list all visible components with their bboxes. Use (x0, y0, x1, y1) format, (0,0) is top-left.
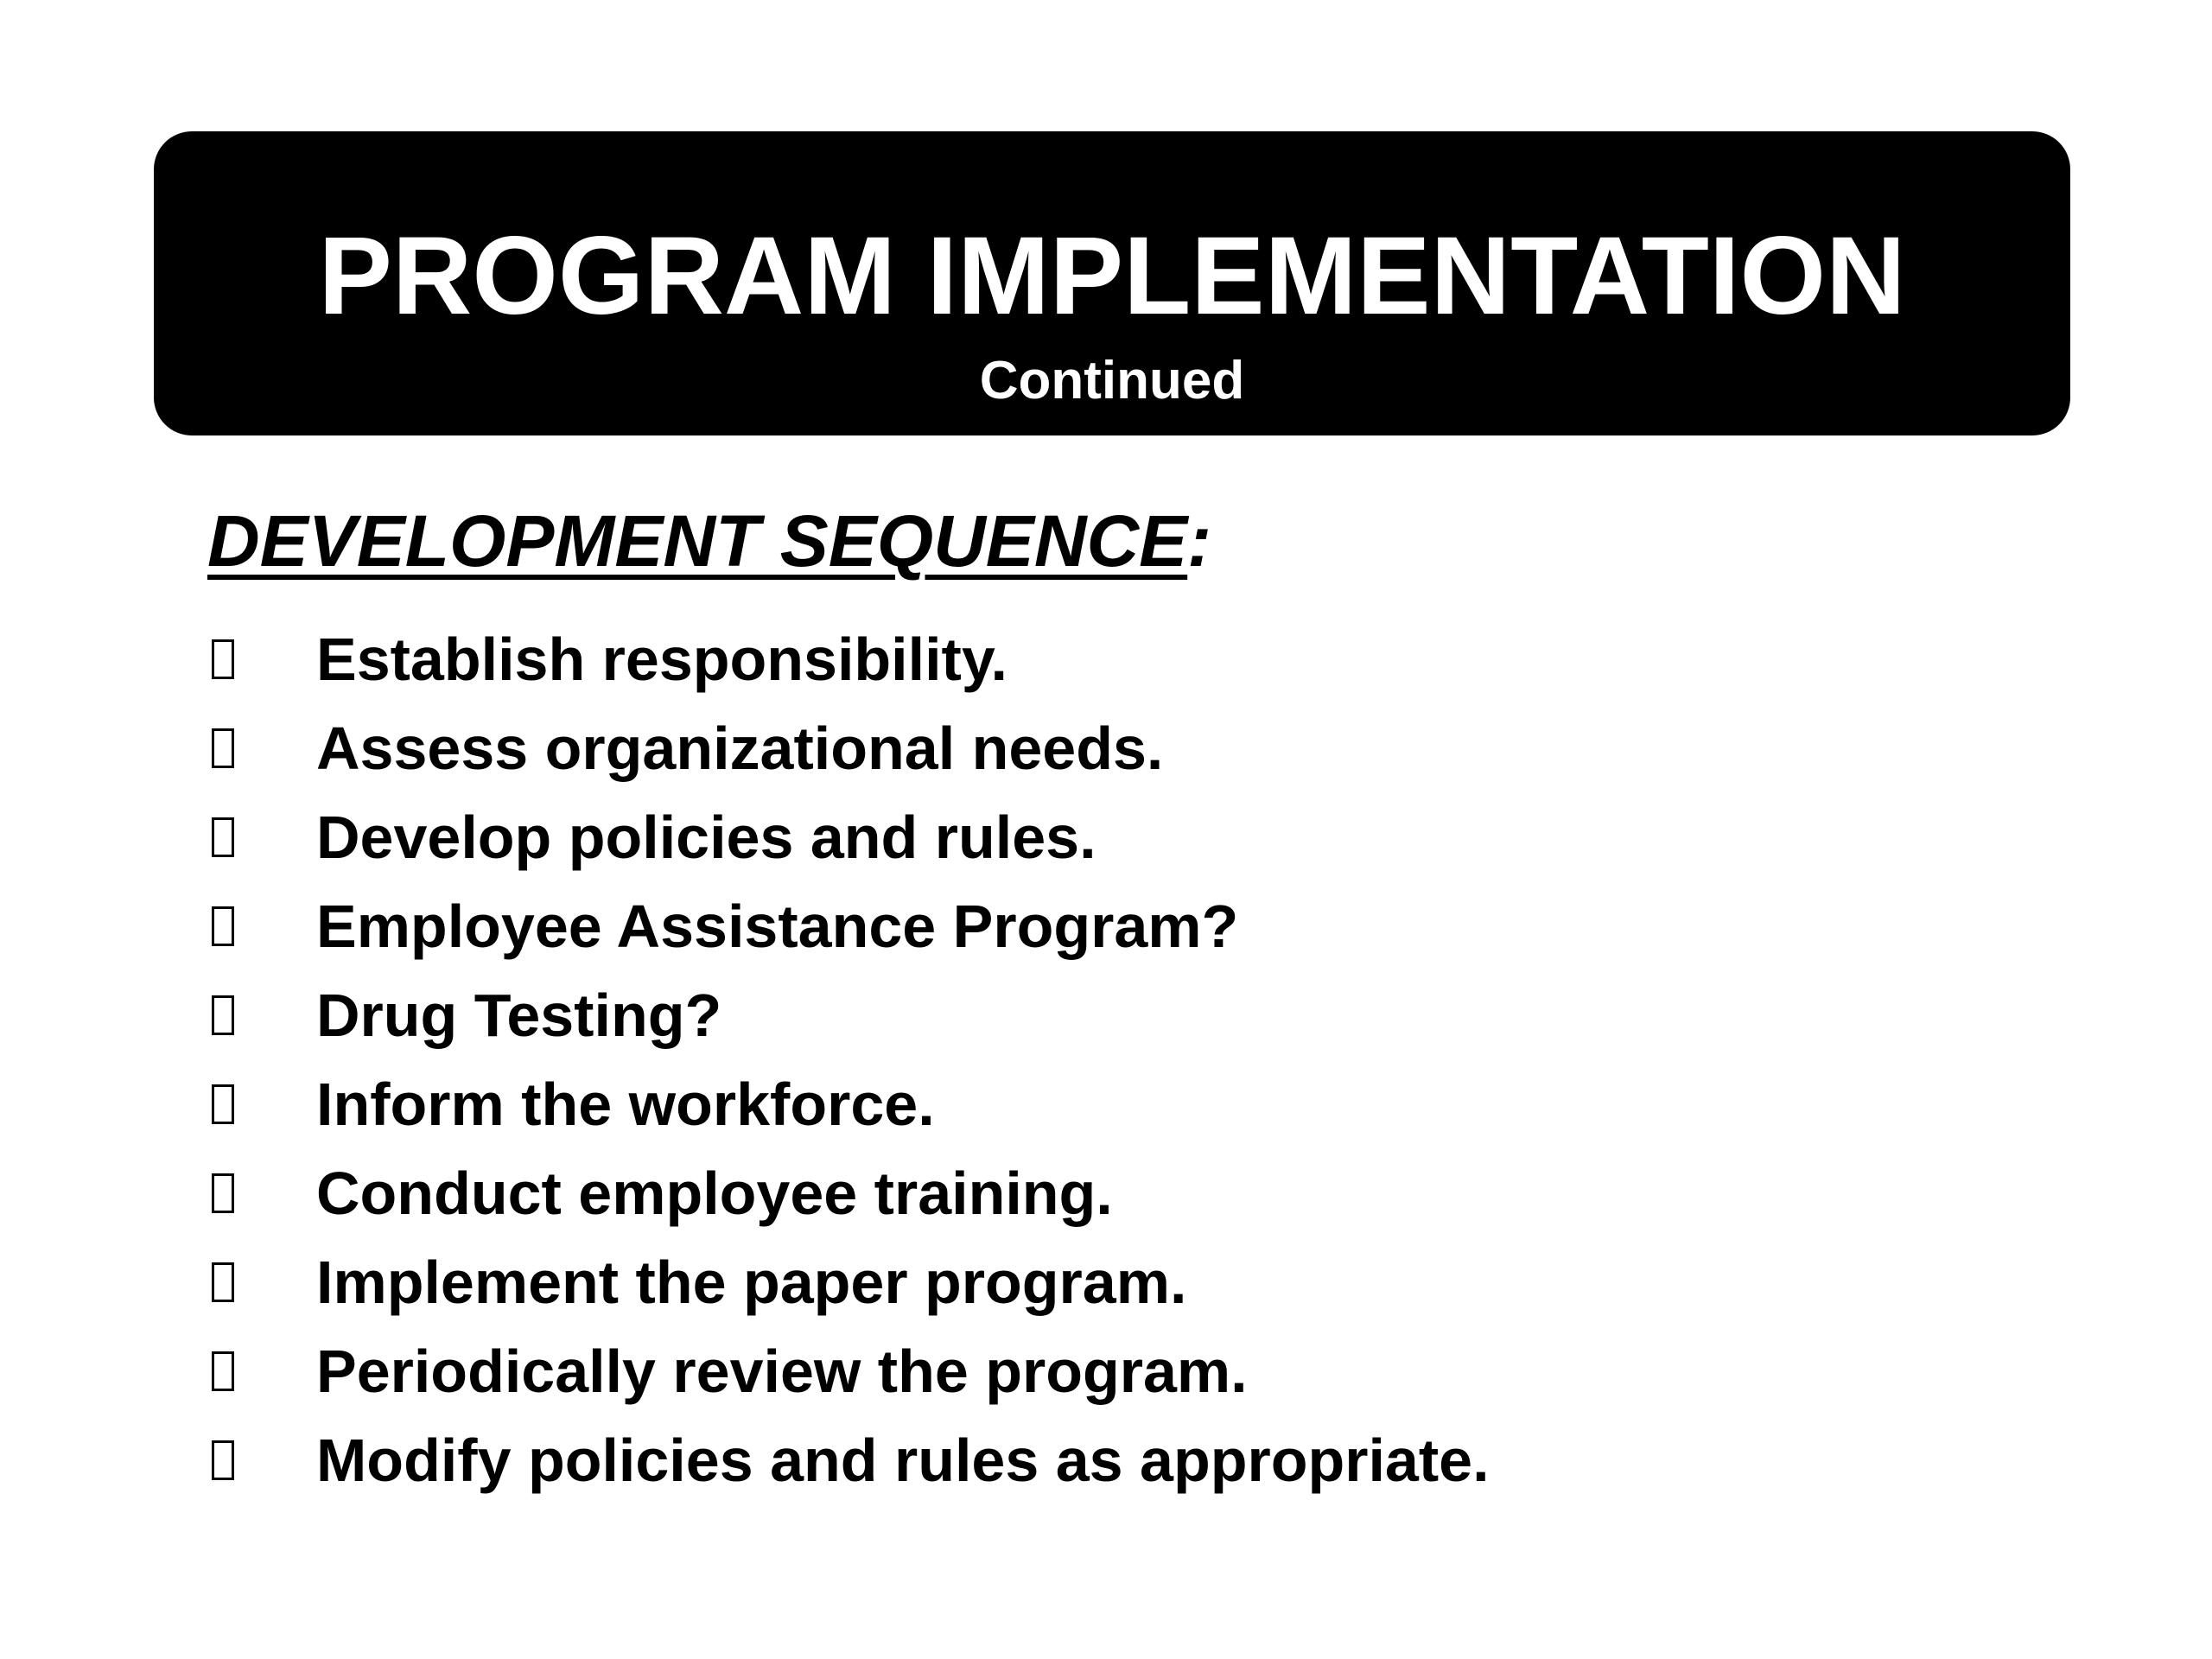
square-bullet-icon (212, 995, 234, 1035)
square-bullet-icon (212, 639, 234, 679)
title-banner (154, 131, 2070, 435)
list-item-text: Assess organizational needs. (316, 715, 1164, 782)
square-bullet-icon (212, 817, 234, 857)
square-bullet-icon (212, 1084, 234, 1124)
square-bullet-icon (212, 1351, 234, 1391)
section-heading-colon: : (1187, 500, 1212, 582)
section-heading-text: DEVELOPMENT SEQUENCE (207, 500, 1188, 582)
list-item-text: Periodically review the program. (316, 1338, 1248, 1405)
list-item-text: Conduct employee training. (316, 1160, 1113, 1227)
list-item-text: Implement the paper program. (316, 1249, 1187, 1316)
list-item-text: Drug Testing? (316, 982, 722, 1049)
square-bullet-icon (212, 728, 234, 768)
list-item-text: Establish responsibility. (316, 626, 1008, 693)
page-title: PROGRAM IMPLEMENTATION (318, 214, 1906, 338)
square-bullet-icon (212, 1173, 234, 1213)
list-item-text: Inform the workforce. (316, 1071, 935, 1138)
square-bullet-icon (212, 1440, 234, 1480)
square-bullet-icon (212, 1262, 234, 1302)
list-item-text: Modify policies and rules as appropriate. (316, 1427, 1490, 1494)
list-item-text: Develop policies and rules. (316, 804, 1096, 871)
square-bullet-icon (212, 906, 234, 946)
list-item-text: Employee Assistance Program? (316, 893, 1239, 960)
section-heading (207, 500, 1212, 582)
page-subtitle: Continued (979, 351, 1245, 410)
